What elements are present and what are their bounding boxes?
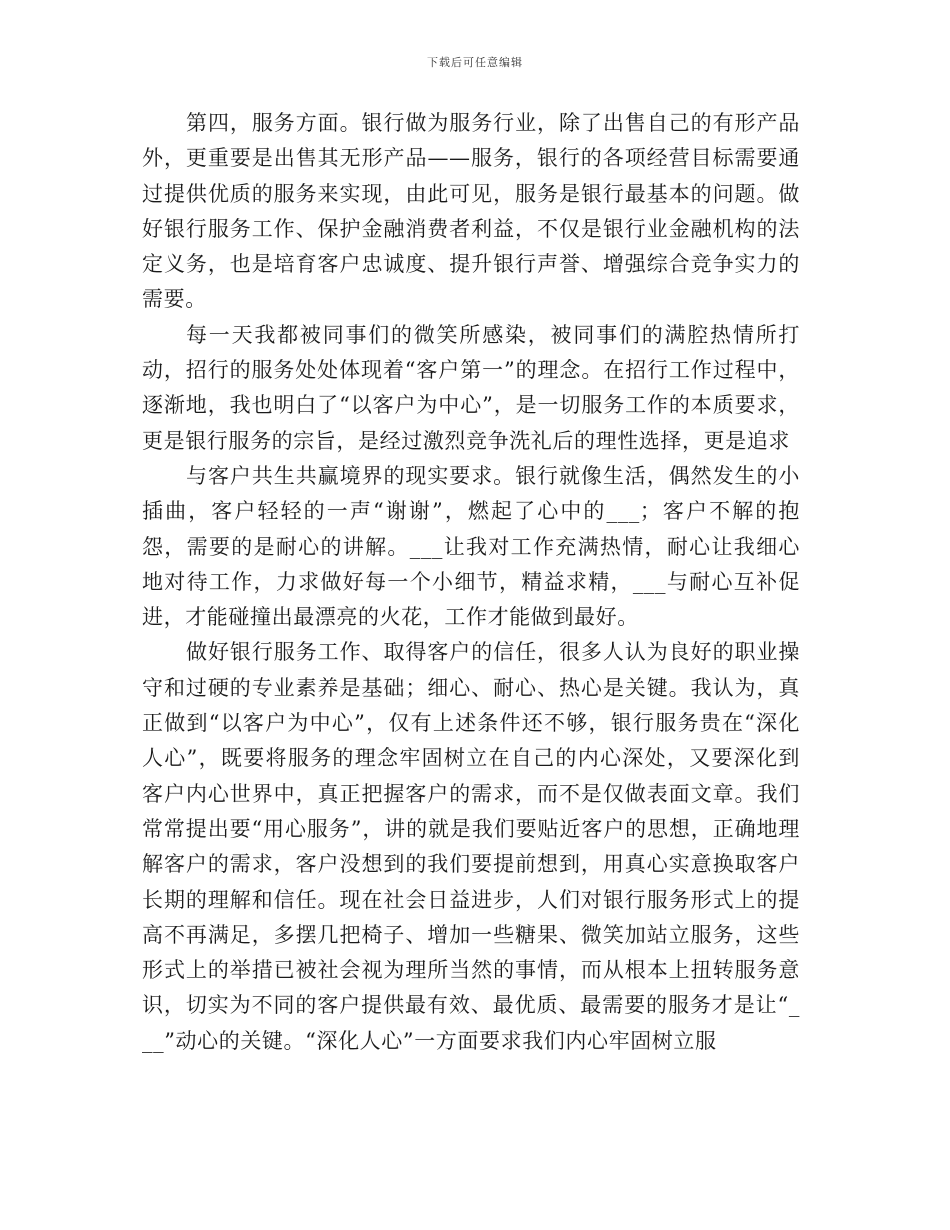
paragraph-customer-win-win: 与客户共生共赢境界的现实要求。银行就像生活，偶然发生的小插曲，客户轻轻的一声“谢谢”，燃起了心中的___；客户不解的抱怨，需要的是耐心的讲解。___让我对工作充满热情，耐心让我细心地对待工作，力求做好每一个小细节，精益求精，___与耐心互补促进，才能碰撞出最漂亮的火花，工作才能做到最好。 bbox=[142, 463, 800, 630]
document-body bbox=[142, 106, 800, 1059]
paragraph-colleagues-smile: 每一天我都被同事们的微笑所感染，被同事们的满腔热情所打动，招行的服务处处体现着“客户第一”的理念。在招行工作过程中，逐渐地，我也明白了“以客户为中心”，是一切服务工作的本质要求，更是银行服务的宗旨，是经过激烈竞争洗礼后的理性选择，更是追求 bbox=[142, 322, 800, 453]
paragraph-service-aspect: 第四，服务方面。银行做为服务行业，除了出售自己的有形产品外，更重要是出售其无形产品——服务，银行的各项经营目标需要通过提供优质的服务来实现，由此可见，服务是银行最基本的问题。做好银行服务工作、保护金融消费者利益，不仅是银行业金融机构的法定义务，也是培育客户忠诚度、提升银行声誉、增强综合竞争实力的需要。 bbox=[142, 111, 800, 312]
paragraph-deepen-hearts: 做好银行服务工作、取得客户的信任，很多人认为良好的职业操守和过硬的专业素养是基础；细心、耐心、热心是关键。我认为，真正做到“以客户为中心”，仅有上述条件还不够，银行服务贵在“深化人心”，既要将服务的理念牢固树立在自己的内心深处，又要深化到客户内心世界中，真正把握客户的需求，而不是仅做表面文章。我们常常提出要“用心服务”，讲的就是我们要贴近客户的思想，正确地理解客户的需求，客户没想到的我们要提前想到，用真心实意换取客户长期的理解和信任。现在社会日益进步，人们对银行服务形式上的提高不再满足，多摆几把椅子、增加一些糖果、微笑加站立服务，这些形式上的举措已被社会视为理所当然的事情，而从根本上扭转服务意识，切实为不同的客户提供最有效、最优质、最需要的服务才是让“___”动心的关键。“深化人心”一方面要求我们内心牢固树立服 bbox=[142, 640, 800, 1053]
page-header-note: 下载后可任意编辑 bbox=[427, 56, 523, 69]
